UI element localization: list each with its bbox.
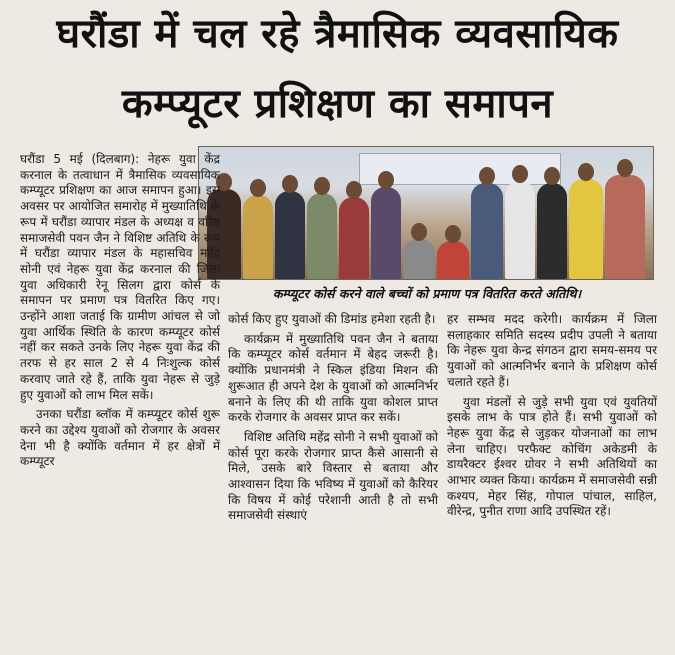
headline-line-2: कम्प्यूटर प्रशिक्षण का समापन bbox=[121, 81, 554, 127]
person-head bbox=[617, 159, 633, 177]
person-head bbox=[314, 177, 330, 195]
paragraph: युवा मंडलों से जुड़े सभी युवा एवं युवतियों इसके लाभ के पात्र होते हैं। सभी युवाओं को नेहरू युवा केंद्र से जुड़कर योजनाओं का लाभ लेना चाहिए। परफैक्ट कोचिंग अकेडमी के डायरैक्टर ईश्वर ग्रोवर ने सभी अतिथियों का आभार व्यक्त किया। कार्यक्रम में समाजसेवी सन्नी कश्यप, मेहर सिंह, गोपाल पांचाल, साहिल, वीरेन्द्र, पुनीत राणा आदि उपस्थित रहें। bbox=[447, 394, 657, 519]
person-head bbox=[544, 167, 560, 185]
paragraph: उनका घरौंडा ब्लॉक में कम्प्यूटर कोर्स शुरू करने का उद्देश्य युवाओं को रोजगार के अवसर देना भी है क्योंकि वर्तमान में हर क्षेत्रों में कम्प्यूटर bbox=[20, 407, 220, 469]
person-head bbox=[378, 171, 394, 189]
person-head bbox=[411, 223, 427, 241]
person-figure bbox=[339, 197, 369, 279]
person-figure bbox=[605, 175, 645, 279]
event-photo bbox=[198, 146, 654, 280]
article-column-3 bbox=[447, 312, 657, 520]
photo-caption: कम्प्यूटर कोर्स करने वाले बच्चों को प्रमाण पत्र वितरित करते अतिथि। bbox=[272, 286, 582, 301]
person-head bbox=[282, 175, 298, 193]
person-figure bbox=[505, 181, 535, 279]
person-head bbox=[346, 181, 362, 199]
person-figure bbox=[437, 241, 469, 279]
paragraph: विशिष्ट अतिथि महेंद्र सोनी ने सभी युवाओं को कोर्स पूरा करके रोजगार प्राप्त कैसे आसानी से मिले, उसके बारे विस्तार से बताया और आश्वासन दिया कि भविष्य में युवाओं को कैरियर कि विषय में कोई परेशानी आती है तो सभी समाजसेवी संस्थाएं bbox=[228, 429, 438, 523]
paragraph: कोर्स किए हुए युवाओं की डिमांड हमेशा रहती है। bbox=[228, 312, 436, 326]
person-head bbox=[479, 167, 495, 185]
article-column-1 bbox=[20, 152, 220, 470]
person-head bbox=[250, 179, 266, 197]
person-head bbox=[445, 225, 461, 243]
person-head bbox=[578, 163, 594, 181]
person-figure bbox=[471, 183, 503, 279]
headline-line-1: घरौंडा में चल रहे त्रैमासिक व्यवसायिक bbox=[56, 11, 619, 57]
person-figure bbox=[371, 187, 401, 279]
paragraph: कार्यक्रम में मुख्यातिथि पवन जैन ने बताया कि कम्प्यूटर कोर्स वर्तमान में बेहद जरूरी है। क्योंकि प्रधानमंत्री ने स्किल इंडिया मिशन की शुरूआत ही अपने देश के युवाओं को आत्मनिर्भर बनाने के लिए की थी ताकि युवा कोशल प्राप्त करके रोजगार के अवसर प्राप्त कर सकें। bbox=[228, 331, 438, 425]
person-head bbox=[512, 165, 528, 183]
person-figure bbox=[275, 191, 305, 279]
person-figure bbox=[537, 183, 567, 279]
person-figure bbox=[403, 239, 435, 279]
article-column-2 bbox=[228, 312, 438, 524]
paragraph: हर सम्भव मदद करेगी। कार्यक्रम में जिला सलाहकार समिति सदस्य प्रदीप उपली ने बताया कि नेहरू युवा केन्द्र संगठन द्वारा समय-समय पर युवाओं को आत्मनिर्भर बनाने के प्रशिक्षण कोर्स चलाते रहते हैं। bbox=[447, 312, 657, 389]
person-figure bbox=[569, 179, 603, 279]
person-figure bbox=[307, 193, 337, 279]
paragraph: घरौंडा 5 मई (दिलबाग): नेहरू युवा केंद्र करनाल के तत्वाधान में त्रैमासिक व्यवसायिक कम्प्यूटर प्रशिक्षण का आज समापन हुआ। इस अवसर पर आयोजित समारोह में मुख्यातिथि के रूप में घरौंडा व्यापार मंडल के अध्यक्ष व वरिष्ठ समाजसेवी पवन जैन ने विशिष्ट अतिथि के रूप में घरौंडा व्यापार मंडल के महासचिव महेंद्र सोनी एवं नेहरू युवा केंद्र करनाल की जिला युवा अधिकारी रेनू सिलग द्वारा कोर्स के समापन पर प्रमाण पत्र वितरित किए गए। उन्होंने आशा जताई कि ग्रामीण आंचल से जो युवा आर्थिक स्थिति के कारण कम्प्यूटर कोर्स नहीं कर सकते उनके लिए नेहरू युवा केंद्र की तरफ से हर साल 2 से 4 निःशुल्क कोर्स करवाए जाते रहे हैं, ताकि युवा नेहरू से जुड़े हुए युवाओं को लाभ मिल सकें। bbox=[20, 152, 220, 402]
person-figure bbox=[243, 195, 273, 279]
